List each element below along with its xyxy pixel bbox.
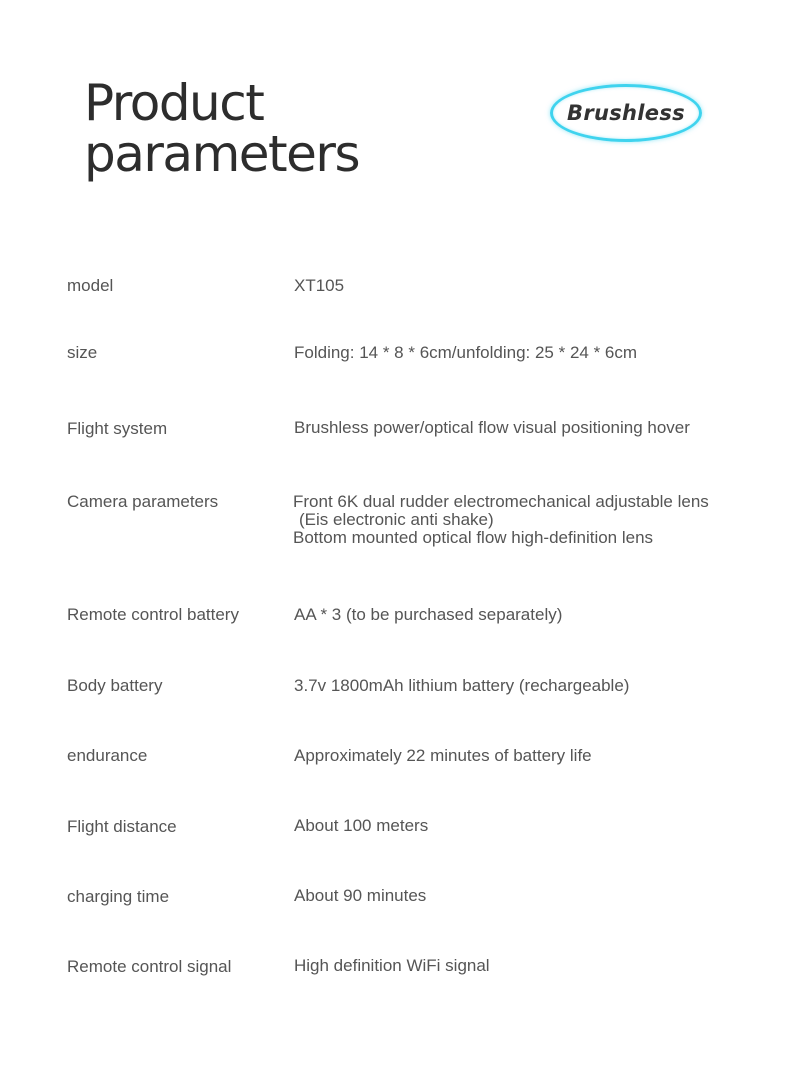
- param-value-remote-control-signal: High definition WiFi signal: [294, 956, 490, 975]
- param-label-flight-system: Flight system: [67, 419, 168, 438]
- param-label-model: model: [67, 276, 114, 295]
- param-label-endurance: endurance: [67, 746, 148, 765]
- param-value-remote-control-battery: AA * 3 (to be purchased separately): [294, 605, 563, 624]
- brushless-badge: [550, 84, 702, 142]
- brushless-badge-label: Brushless: [567, 101, 685, 125]
- page-title-line-1: Product: [84, 74, 264, 132]
- param-value-size: Folding: 14 * 8 * 6cm/unfolding: 25 * 24 * 6cm: [294, 343, 638, 362]
- param-value-body-battery: 3.7v 1800mAh lithium battery (rechargeable): [294, 676, 630, 695]
- page-title-line-2: parameters: [84, 125, 360, 183]
- param-value-flight-system: Brushless power/optical flow visual positioning hover: [294, 418, 690, 437]
- param-value-charging-time: About 90 minutes: [294, 886, 427, 905]
- camera-value-line-2: (Eis electronic anti shake): [299, 510, 494, 529]
- camera-value-line-1: Front 6K dual rudder electromechanical adjustable lens: [293, 492, 709, 511]
- param-label-size: size: [67, 343, 98, 362]
- param-value-camera-parameters: [294, 493, 709, 547]
- camera-value-line-3: Bottom mounted optical flow high-definition lens: [293, 528, 654, 547]
- param-value-endurance: Approximately 22 minutes of battery life: [294, 746, 592, 765]
- param-label-flight-distance: Flight distance: [67, 817, 177, 836]
- page-title: [84, 74, 360, 183]
- param-label-camera-parameters: Camera parameters: [67, 492, 219, 511]
- param-value-model: XT105: [294, 276, 345, 295]
- param-label-body-battery: Body battery: [67, 676, 163, 695]
- param-label-charging-time: charging time: [67, 887, 170, 906]
- param-label-remote-control-battery: Remote control battery: [67, 605, 239, 624]
- param-label-remote-control-signal: Remote control signal: [67, 957, 232, 976]
- param-value-flight-distance: About 100 meters: [294, 816, 429, 835]
